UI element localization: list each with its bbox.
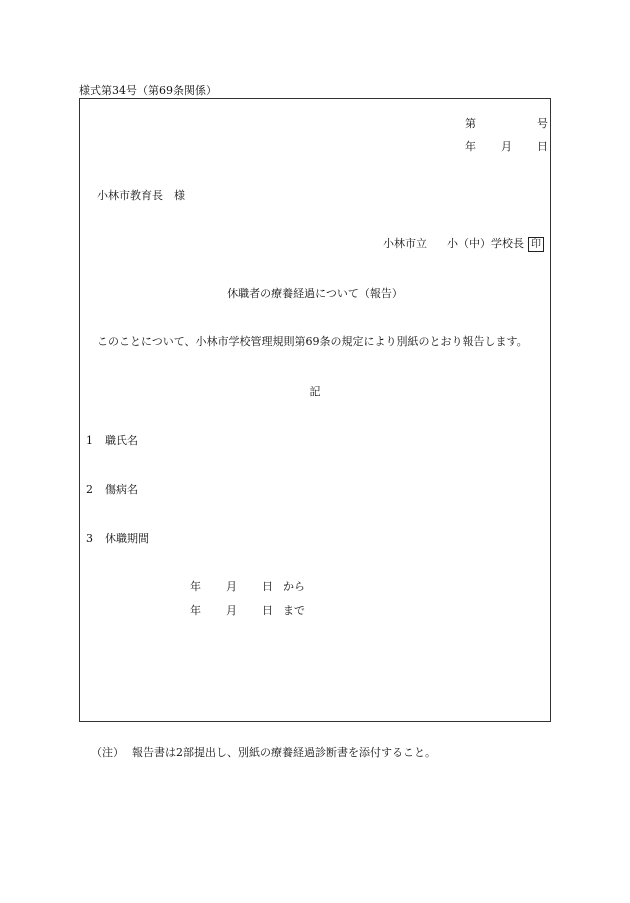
item-1 [86, 432, 138, 448]
item-number: 2 [86, 483, 93, 496]
item-number: 1 [86, 434, 93, 447]
date-year: 年 [465, 140, 476, 153]
item-label: 傷病名 [105, 483, 138, 496]
number-prefix: 第 [465, 117, 476, 130]
body-text: このことについて、小林市学校管理規則第69条の規定により別紙のとおり報告します。 [97, 335, 528, 348]
period-from-suffix: から [283, 580, 305, 593]
date-day: 日 [537, 140, 548, 153]
item-3 [86, 530, 149, 546]
number-suffix: 号 [537, 117, 548, 130]
seal-mark: 印 [528, 237, 544, 252]
item-number: 3 [86, 532, 93, 545]
item-2 [86, 481, 138, 497]
addressee: 小林市教育長 様 [97, 189, 185, 202]
period-to-month: 月 [226, 604, 237, 617]
note [91, 744, 436, 760]
period-from-month: 月 [226, 580, 237, 593]
ki-label: 記 [309, 385, 321, 398]
period-to-year: 年 [190, 604, 201, 617]
period-to-day: 日 [262, 604, 273, 617]
item-label: 休職期間 [105, 532, 149, 545]
note-text: 報告書は2部提出し、別紙の療養経過診断書を添付すること。 [132, 746, 436, 759]
period-to-suffix: まで [283, 604, 305, 617]
sender-line [383, 235, 544, 252]
document-title: 休職者の療養経過について（報告） [227, 287, 403, 300]
period-from-year: 年 [190, 580, 201, 593]
date-month: 月 [501, 140, 512, 153]
item-label: 職氏名 [105, 434, 138, 447]
sender-city: 小林市立 [383, 237, 427, 250]
sender-school: 小（中）学校長 [447, 237, 524, 250]
form-id: 様式第34号（第69条関係） [79, 84, 217, 97]
note-label: （注） [91, 746, 124, 759]
period-from-day: 日 [262, 580, 273, 593]
